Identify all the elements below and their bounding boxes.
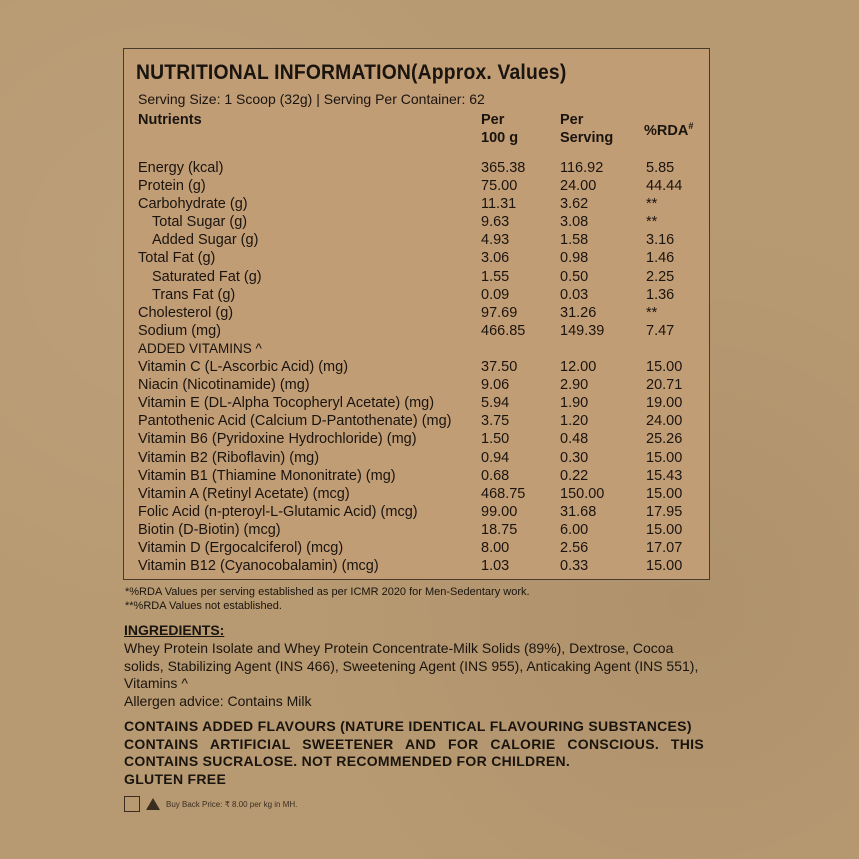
nutrient-ps: 6.00: [560, 521, 589, 538]
nutrient-rda: 1.46: [646, 250, 675, 267]
nutrient-name: Cholesterol (g): [138, 304, 234, 321]
nutrient-p100: 1.03: [481, 558, 510, 575]
nutrient-row: [138, 485, 708, 503]
nutrient-table: [138, 154, 708, 575]
nutrient-row: [138, 521, 708, 539]
rda-notes: *%RDA Values per serving established as per ICMR 2020 for Men-Sedentary work. **%RDA Values not established.: [125, 586, 530, 612]
nutrient-ps: 149.39: [560, 322, 605, 339]
nutrient-p100: 3.75: [481, 413, 510, 430]
nutrient-p100: 11.31: [481, 196, 517, 213]
nutrient-p100: 4.93: [481, 232, 510, 249]
nutrient-p100: 1.55: [481, 268, 510, 285]
nutrient-p100: 365.38: [481, 160, 526, 176]
nutrient-p100: 0.94: [481, 449, 510, 466]
nutrition-panel: [123, 48, 710, 580]
header-nutrients: Nutrients: [138, 112, 202, 128]
nutrient-ps: 0.48: [560, 431, 589, 448]
nutrient-row: [138, 358, 708, 376]
nutrient-name: Vitamin B2 (Riboflavin) (mg): [138, 449, 320, 466]
nutrient-ps: 3.62: [560, 196, 589, 213]
nutrient-row: [138, 394, 708, 412]
nutrient-rda: 25.26: [646, 431, 683, 448]
nutrient-name: Vitamin B12 (Cyanocobalamin) (mcg): [138, 558, 379, 575]
nutrient-p100: 97.69: [481, 304, 518, 321]
nutrient-ps: 150.00: [560, 485, 605, 502]
allergen-advice: Allergen advice: Contains Milk: [124, 692, 312, 709]
nutrient-row: [138, 213, 708, 231]
nutrient-ps: 0.03: [560, 286, 589, 303]
nutrient-p100: 468.75: [481, 485, 526, 502]
nutrient-row: [138, 449, 708, 467]
nutrient-row: [138, 376, 708, 394]
nutrient-rda: **: [646, 196, 658, 213]
nutrient-ps: 2.56: [560, 539, 589, 556]
nutrient-name: Sodium (mg): [138, 322, 221, 339]
nutrient-name: Vitamin C (L-Ascorbic Acid) (mg): [138, 359, 349, 376]
recycle-triangle-icon: [146, 798, 160, 810]
nutrient-row: [138, 322, 708, 340]
buyback-row: [124, 796, 297, 812]
nutrient-p100: 0.68: [481, 467, 510, 484]
gluten-free: GLUTEN FREE: [124, 770, 227, 787]
nutrient-p100: 466.85: [481, 322, 526, 339]
nutrient-row: [138, 557, 708, 575]
nutrient-rda: 17.95: [646, 503, 683, 520]
nutrient-name: Pantothenic Acid (Calcium D-Pantothenate) (mg): [138, 413, 452, 430]
nutrient-row: [138, 159, 708, 177]
section-added-vitamins: [138, 340, 708, 358]
nutrient-name: Vitamin A (Retinyl Acetate) (mcg): [138, 485, 350, 502]
nutrient-rda: 5.85: [646, 160, 675, 176]
nutrient-name: Total Fat (g): [138, 250, 216, 267]
nutrient-name: Vitamin B6 (Pyridoxine Hydrochloride) (mg): [138, 431, 417, 448]
nutrient-row: [138, 195, 708, 213]
nutrient-p100: 37.50: [481, 359, 518, 376]
nutrient-ps: 0.98: [560, 250, 589, 267]
serving-info: Serving Size: 1 Scoop (32g) | Serving Per Container: 62: [138, 91, 485, 107]
nutrient-name: Vitamin D (Ergocalciferol) (mcg): [138, 539, 344, 556]
nutrient-p100: 9.06: [481, 377, 510, 394]
nutrient-rda: 15.00: [646, 558, 683, 575]
ingredients-heading: INGREDIENTS:: [124, 622, 225, 638]
nutrient-rda: 19.00: [646, 395, 683, 412]
nutrient-name: Protein (g): [138, 178, 206, 195]
nutrient-row: [138, 430, 708, 448]
nutrient-rda: 7.47: [646, 322, 675, 339]
nutrient-p100: 0.09: [481, 286, 510, 303]
nutrient-row: [138, 231, 708, 249]
warning-flavours: CONTAINS ADDED FLAVOURS (NATURE IDENTICAL FLAVOURING SUBSTANCES): [124, 718, 692, 734]
nutrient-name: Added Sugar (g): [152, 232, 259, 249]
nutrient-p100: 75.00: [481, 178, 518, 195]
nutrient-p100: 99.00: [481, 503, 518, 520]
nutrient-row: [138, 249, 708, 267]
nutrient-row: [138, 268, 708, 286]
nutrient-ps: 0.22: [560, 467, 589, 484]
nutrient-p100: 18.75: [481, 521, 518, 538]
nutrient-name: Carbohydrate (g): [138, 196, 248, 213]
panel-title: NUTRITIONAL INFORMATION(Approx. Values): [136, 61, 567, 84]
nutrient-rda: **: [646, 214, 658, 231]
buyback-price: Buy Back Price: ₹ 8.00 per kg in MH.: [166, 799, 298, 809]
nutrient-row: [138, 503, 708, 521]
nutrient-row: [138, 304, 708, 322]
warning-sweetener: CONTAINS ARTIFICIAL SWEETENER AND FOR CALORIE CONSCIOUS. THIS CONTAINS SUCRALOSE. NOT RECOMMENDED FOR CHILDREN.: [124, 735, 704, 769]
nutrient-ps: 0.33: [560, 558, 589, 575]
nutrient-rda: 2.25: [646, 268, 675, 285]
nutrient-rda: **: [646, 304, 658, 321]
nutrient-ps: 1.90: [560, 395, 589, 412]
nutrient-name: Vitamin B1 (Thiamine Mononitrate) (mg): [138, 467, 396, 484]
nutrient-ps: 31.26: [560, 304, 597, 321]
nutrient-ps: 116.92: [560, 160, 604, 176]
nutrient-row: [138, 467, 708, 485]
nutrient-ps: 24.00: [560, 178, 597, 195]
header-per-serving: Per Serving: [560, 112, 614, 146]
header-per-100g: Per 100 g: [481, 112, 519, 146]
nutrient-rda: 3.16: [646, 232, 675, 249]
nutrient-rda: 1.36: [646, 286, 675, 303]
nutrient-ps: 31.68: [560, 503, 597, 520]
nutrient-rda: 24.00: [646, 413, 683, 430]
nutrient-p100: 9.63: [481, 214, 510, 231]
nutrient-row: [138, 539, 708, 557]
nutrient-name: Biotin (D-Biotin) (mcg): [138, 521, 281, 538]
nutrient-name: Niacin (Nicotinamide) (mg): [138, 377, 310, 394]
nutrient-name: Saturated Fat (g): [152, 268, 262, 285]
warnings-block: [124, 718, 704, 788]
nutrient-name: Folic Acid (n-pteroyl-L-Glutamic Acid) (mcg): [138, 503, 418, 520]
nutrient-name: Trans Fat (g): [152, 286, 236, 303]
header-rda: %RDA#: [644, 121, 694, 139]
nutrient-p100: 1.50: [481, 431, 510, 448]
nutrient-rda: 20.71: [646, 377, 683, 394]
nutrient-p100: 5.94: [481, 395, 510, 412]
nutrient-rda: 15.00: [646, 449, 683, 466]
nutrient-row: [138, 412, 708, 430]
nutrient-name: Energy (kcal): [138, 160, 224, 176]
nutrient-ps: 1.58: [560, 232, 589, 249]
nutrient-ps: 12.00: [560, 359, 597, 376]
nutrient-ps: 3.08: [560, 214, 589, 231]
ingredients-block: [124, 640, 714, 710]
nutrient-rda: 15.00: [646, 521, 683, 538]
nutrient-rda: 15.00: [646, 485, 683, 502]
nutrient-rda: 17.07: [646, 539, 683, 556]
nutrient-rda: 44.44: [646, 178, 683, 195]
nutrient-name: Total Sugar (g): [152, 214, 248, 231]
recycle-box-icon: [124, 796, 140, 812]
nutrient-row: [138, 286, 708, 304]
nutrient-rda: 15.00: [646, 359, 683, 376]
nutrient-p100: 3.06: [481, 250, 510, 267]
nutrient-p100: 8.00: [481, 539, 510, 556]
nutrient-row: [138, 177, 708, 195]
nutrient-rda: 15.43: [646, 467, 683, 484]
nutrient-name: ADDED VITAMINS ^: [138, 340, 262, 356]
nutrient-ps: 0.30: [560, 449, 589, 466]
nutrient-ps: 0.50: [560, 268, 589, 285]
nutrient-name: Vitamin E (DL-Alpha Tocopheryl Acetate) (mg): [138, 395, 435, 412]
nutrient-ps: 1.20: [560, 413, 589, 430]
nutrient-ps: 2.90: [560, 377, 589, 394]
ingredients-text: Whey Protein Isolate and Whey Protein Concentrate-Milk Solids (89%), Dextrose, Cocoa solids, Stabilizing Agent (INS 466), Sweetening Agent (INS 955), Anticaking Agent (INS 551), Vitamins ^: [124, 640, 699, 691]
